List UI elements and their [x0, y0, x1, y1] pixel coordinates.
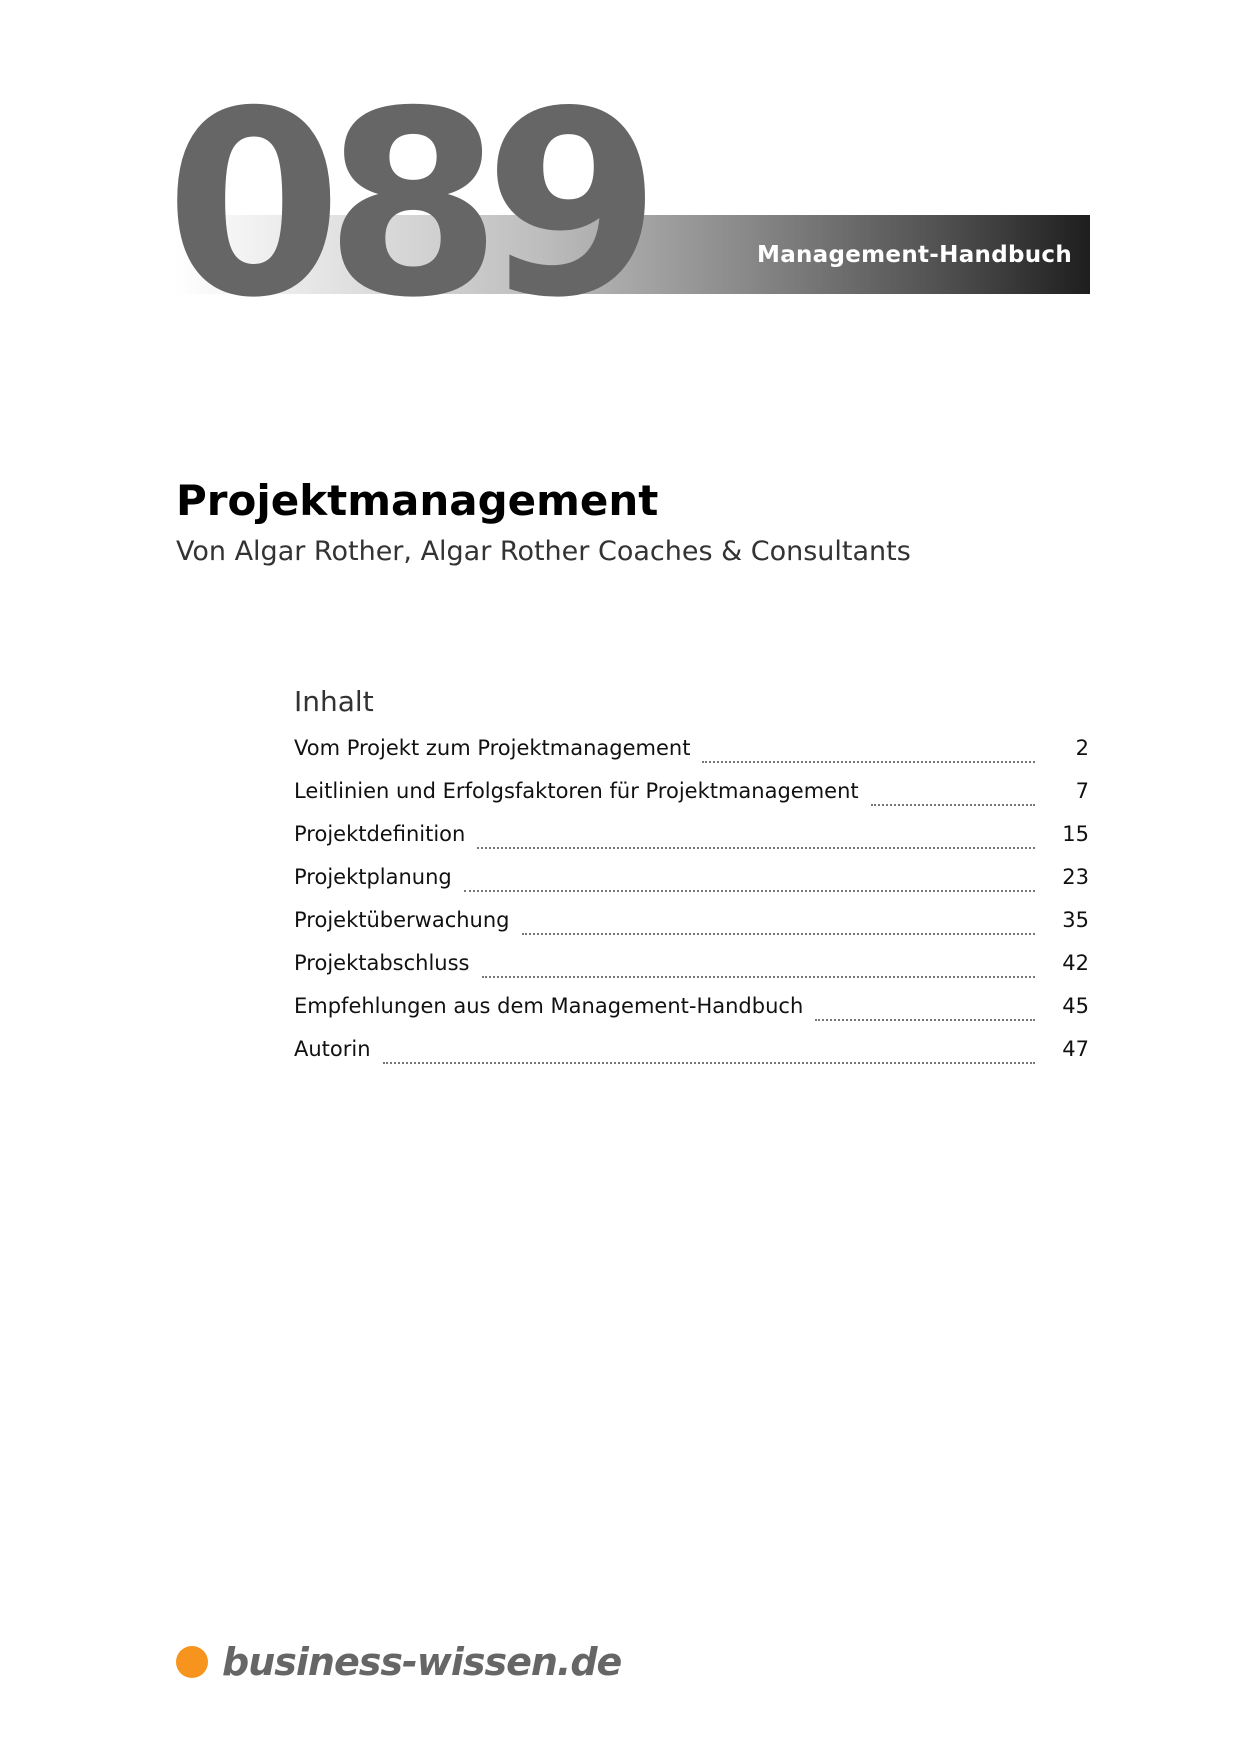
toc-entry-label: Autorin	[294, 1037, 371, 1061]
toc-entry-label: Empfehlungen aus dem Management-Handbuch	[294, 994, 804, 1018]
toc-leader-dots	[815, 1019, 1035, 1021]
toc-entry-page: 42	[1062, 951, 1089, 975]
toc-entry-label: Projektdefinition	[294, 822, 466, 846]
toc-entry-page: 45	[1062, 994, 1089, 1018]
document-title: Projektmanagement	[176, 476, 659, 525]
toc-entry-label: Projektüberwachung	[294, 908, 510, 932]
author-line: Von Algar Rother, Algar Rother Coaches & Consultants	[176, 536, 911, 567]
toc-leader-dots	[522, 933, 1035, 935]
toc-entry-page: 15	[1062, 822, 1089, 846]
toc-entry[interactable]	[294, 736, 1089, 779]
toc-entry[interactable]	[294, 951, 1089, 994]
series-label: Management-Handbuch	[757, 242, 1072, 268]
toc-entry[interactable]	[294, 822, 1089, 865]
toc-leader-dots	[477, 847, 1035, 849]
toc-entry-label: Projektplanung	[294, 865, 452, 889]
toc-entry-page: 47	[1062, 1037, 1089, 1061]
toc-entry-page: 7	[1075, 779, 1089, 803]
toc-entry-page: 23	[1062, 865, 1089, 889]
toc-leader-dots	[702, 761, 1035, 763]
toc-entry[interactable]	[294, 779, 1089, 822]
toc-entry-page: 2	[1075, 736, 1089, 760]
toc-entry-label: Vom Projekt zum Projektmanagement	[294, 736, 691, 760]
toc-entry[interactable]	[294, 908, 1089, 951]
toc-entry-label: Leitlinien und Erfolgsfaktoren für Projektmanagement	[294, 779, 859, 803]
toc-entry-page: 35	[1062, 908, 1089, 932]
toc-heading: Inhalt	[294, 685, 374, 718]
toc-leader-dots	[464, 890, 1035, 892]
toc-entry[interactable]	[294, 994, 1089, 1037]
toc-entry-label: Projektabschluss	[294, 951, 470, 975]
orange-dot-icon	[176, 1646, 208, 1678]
toc-entry[interactable]	[294, 865, 1089, 908]
publisher-logo[interactable]	[176, 1640, 621, 1684]
header-banner	[165, 57, 1090, 354]
table-of-contents	[294, 682, 1089, 1080]
series-number: 089	[165, 57, 644, 354]
toc-leader-dots	[871, 804, 1035, 806]
toc-leader-dots	[482, 976, 1036, 978]
toc-leader-dots	[383, 1062, 1035, 1064]
logo-wordmark: business-wissen.de	[222, 1640, 622, 1684]
toc-entry[interactable]	[294, 1037, 1089, 1080]
